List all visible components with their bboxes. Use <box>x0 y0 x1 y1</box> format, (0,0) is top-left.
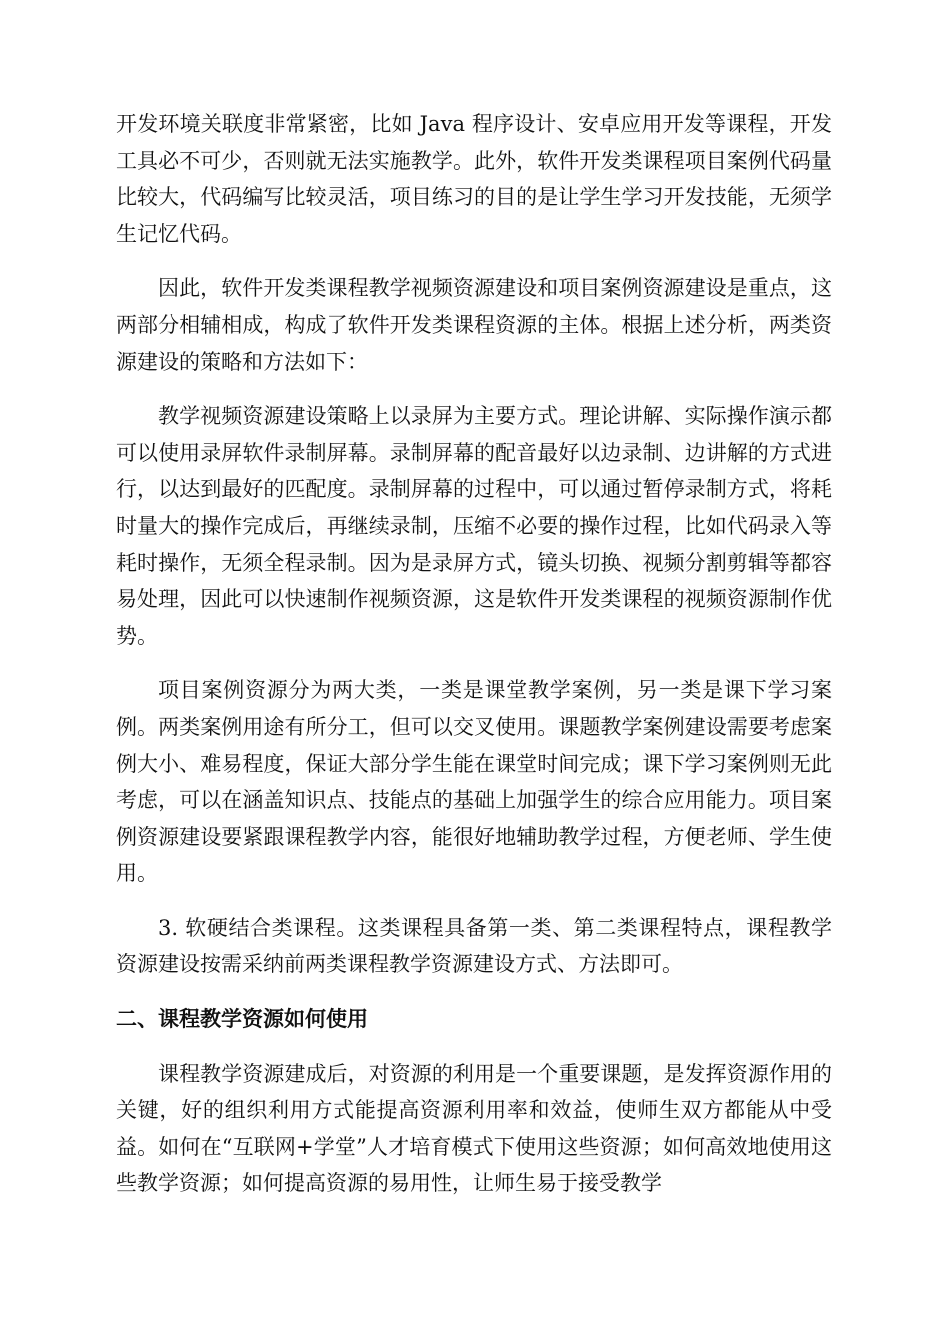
paragraph-key-resources: 因此，软件开发类课程教学视频资源建设和项目案例资源建设是重点，这两部分相辅相成，构成了软件开发类课程资源的主体。根据上述分析，两类资源建设的策略和方法如下： <box>116 276 832 374</box>
paragraph-hybrid-courses: 3. 软硬结合类课程。这类课程具备第一类、第二类课程特点，课程教学资源建设按需采纳前两类课程教学资源建设方式、方法即可。 <box>116 915 832 977</box>
section-heading: 二、课程教学资源如何使用 <box>116 1007 368 1032</box>
paragraph-resource-usage: 课程教学资源建成后，对资源的利用是一个重要课题，是发挥资源作用的关键，好的组织利用方式能提高资源利用率和效益，使师生双方都能从中受益。如何在“互联网+学堂”人才培育模式下使用这些资源；如何高效地使用这些教学资源；如何提高资源的易用性，让师生易于接受教学 <box>116 1061 832 1196</box>
paragraph-video-resources: 教学视频资源建设策略上以录屏为主要方式。理论讲解、实际操作演示都可以使用录屏软件录制屏幕。录制屏幕的配音最好以边录制、边讲解的方式进行，以达到最好的匹配度。录制屏幕的过程中，可以通过暂停录制方式，将耗时量大的操作完成后，再继续录制，压缩不必要的操作过程，比如代码录入等耗时操作，无须全程录制。因为是录屏方式，镜头切换、视频分割剪辑等都容易处理，因此可以快速制作视频资源，这是软件开发类课程的视频资源制作优势。 <box>116 404 832 648</box>
paragraph-dev-environment: 开发环境关联度非常紧密，比如 Java 程序设计、安卓应用开发等课程，开发工具必不可少，否则就无法实施教学。此外，软件开发类课程项目案例代码量比较大，代码编写比较灵活，项目练习的目的是让学生学习开发技能，无须学生记忆代码。 <box>116 112 832 246</box>
paragraph-project-cases: 项目案例资源分为两大类，一类是课堂教学案例，另一类是课下学习案例。两类案例用途有所分工，但可以交叉使用。课题教学案例建设需要考虑案例大小、难易程度，保证大部分学生能在课堂时间完成；课下学习案例则无此考虑，可以在涵盖知识点、技能点的基础上加强学生的综合应用能力。项目案例资源建设要紧跟课程教学内容，能很好地辅助教学过程，方便老师、学生使用。 <box>116 678 832 886</box>
document-page <box>116 106 832 1220</box>
